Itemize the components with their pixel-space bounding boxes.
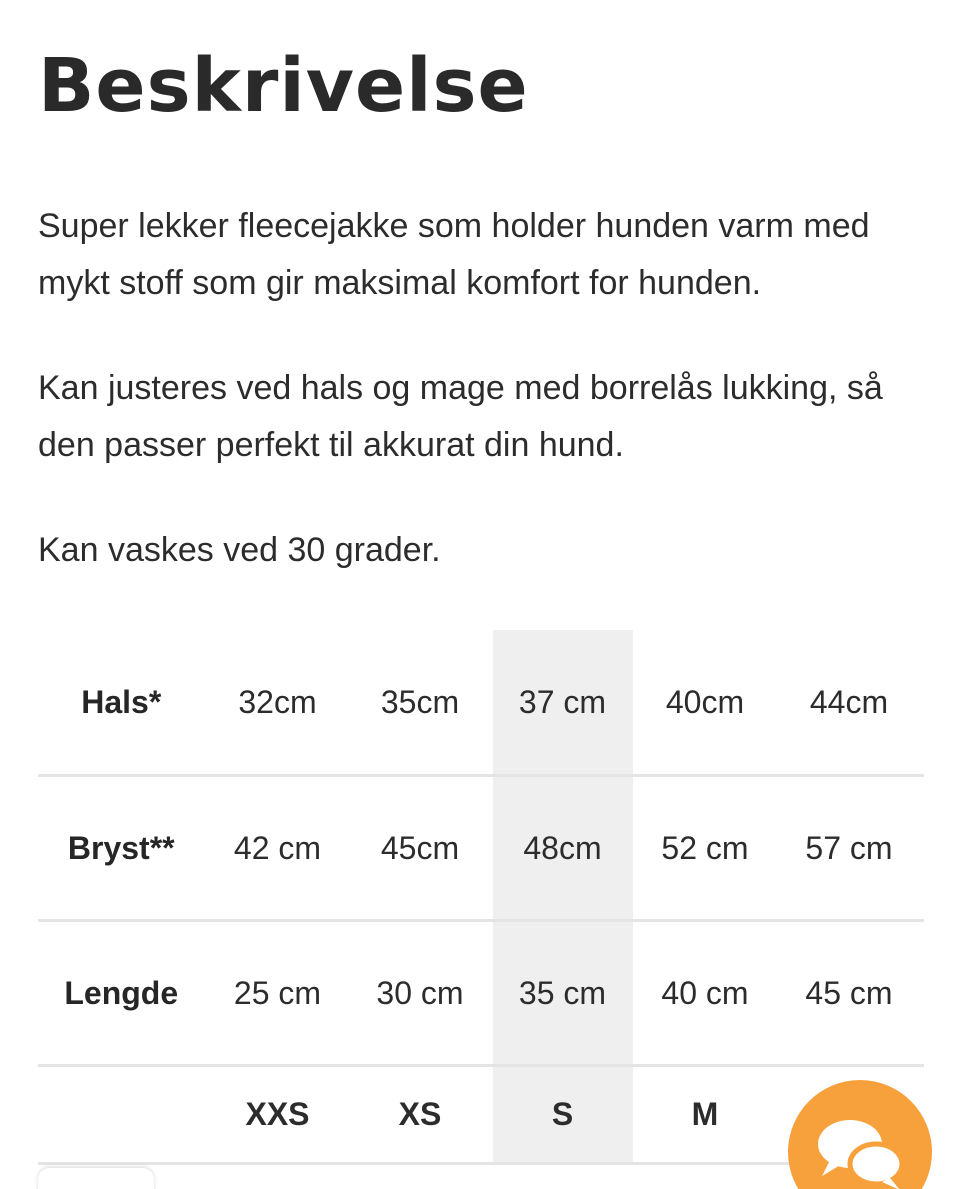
table-cell: 37 cm <box>491 630 634 775</box>
table-cell: 40 cm <box>634 920 776 1065</box>
description-paragraph: Super lekker fleecejakke som holder hunden varm med mykt stoff som gir maksimal komfort for hunden. <box>38 207 870 302</box>
size-label: S <box>491 1065 634 1163</box>
table-row-hals <box>38 630 922 775</box>
description-paragraph: Kan justeres ved hals og mage med borrelås lukking, så den passer perfekt til akkurat din hund. <box>38 369 883 464</box>
table-row-lengde <box>38 920 922 1065</box>
row-label-hals: Hals* <box>38 630 206 775</box>
row-label-lengde: Lengde <box>38 920 206 1065</box>
size-label: XXS <box>206 1065 349 1163</box>
table-cell: 57 cm <box>776 775 922 920</box>
table-cell: 35cm <box>349 630 491 775</box>
row-label-empty <box>38 1065 206 1163</box>
chat-bubbles-icon <box>810 1110 910 1189</box>
row-label-bryst: Bryst** <box>38 775 206 920</box>
table-cell: 45 cm <box>776 920 922 1065</box>
table-cell: 48cm <box>491 775 634 920</box>
table-cell: 32cm <box>206 630 349 775</box>
table-cell: 52 cm <box>634 775 776 920</box>
table-cell: 25 cm <box>206 920 349 1065</box>
table-cell: 35 cm <box>491 920 634 1065</box>
table-cell: 40cm <box>634 630 776 775</box>
table-cell: 42 cm <box>206 775 349 920</box>
page-title: Beskrivelse <box>38 43 529 129</box>
table-cell: 44cm <box>776 630 922 775</box>
table-cell: 30 cm <box>349 920 491 1065</box>
bottom-tab-button[interactable] <box>38 1168 154 1189</box>
size-label: M <box>634 1065 776 1163</box>
description-paragraph: Kan vaskes ved 30 grader. <box>38 531 441 569</box>
table-cell: 45cm <box>349 775 491 920</box>
table-row-bryst <box>38 775 922 920</box>
size-table <box>38 630 924 1165</box>
size-label: XS <box>349 1065 491 1163</box>
